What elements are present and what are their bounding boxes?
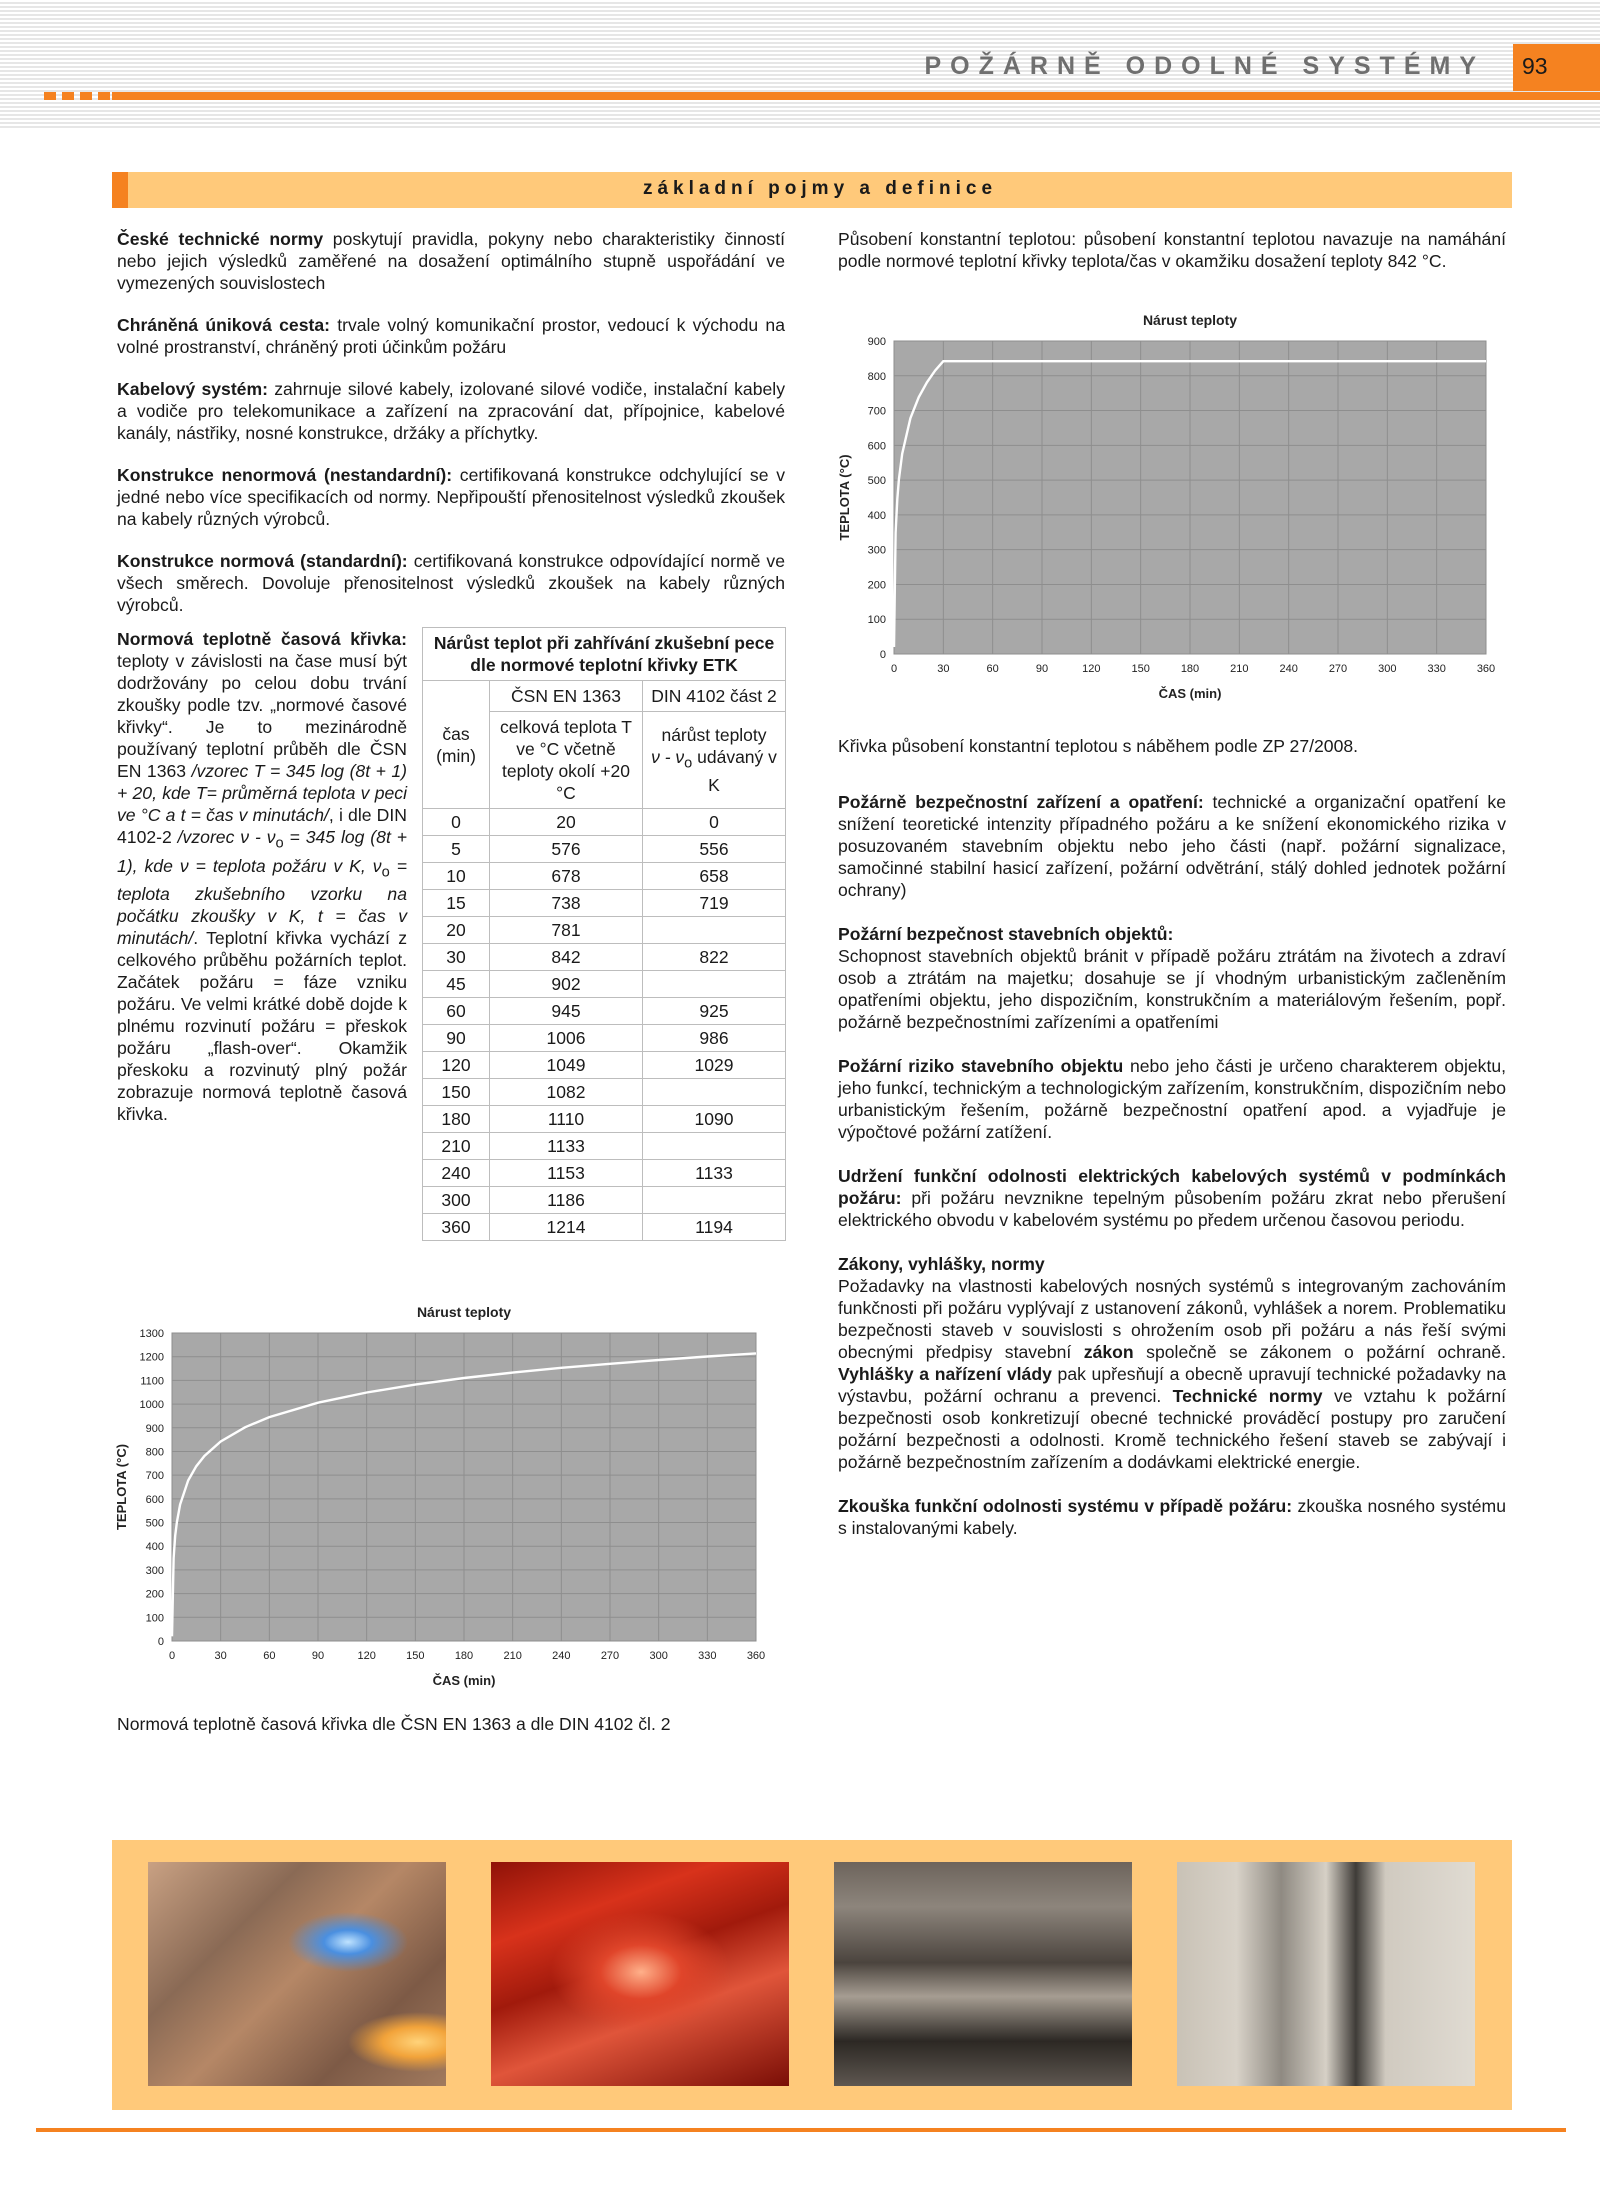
table-cell-csn: 1006 (490, 1025, 643, 1052)
definition-term: Kabelový systém: (117, 379, 268, 399)
x-tick-label: 210 (1230, 663, 1249, 675)
table-cell-csn: 20 (490, 809, 643, 836)
table-cell-csn: 738 (490, 890, 643, 917)
table-cell-din (643, 1187, 786, 1214)
table-cell-time: 150 (423, 1079, 490, 1106)
y-tick-label: 1300 (139, 1328, 164, 1340)
table-row (423, 1052, 786, 1079)
y-tick-label: 1000 (139, 1399, 164, 1412)
etk-table (422, 627, 786, 1241)
table-cell-time: 60 (423, 998, 490, 1025)
table-cell-din (643, 1133, 786, 1160)
x-tick-label: 30 (214, 1650, 227, 1662)
subheader-text: udávaný v K (692, 746, 777, 796)
header-title: POŽÁRNĚ ODOLNÉ SYSTÉMY (924, 52, 1485, 80)
definition (838, 1495, 1506, 1539)
definition (117, 550, 785, 616)
table-cell-din: 822 (643, 944, 786, 971)
y-tick-label: 700 (145, 1470, 164, 1483)
y-tick-label: 200 (145, 1588, 164, 1601)
chart-constant-curve (835, 305, 1515, 710)
header-square (98, 92, 110, 100)
y-tick-label: 500 (867, 475, 886, 488)
table-cell-csn: 576 (490, 836, 643, 863)
definition-text: trvale volný komunikační prostor, vedoucí k východu na volné prostranství, chráněný proti účinkům požáru (117, 315, 785, 357)
definition-text: Schopnost stavebních objektů bránit v případě požáru ztrátám na životech a zdraví osob a ztrátám na majetku; dosahuje se jí vhodným urbanistickým začleněním opatřeními objektu, jeho dispozičním, konstrukčním a materiálovým řešením, popř. požárně bezpečnostními zařízeními a opatřeními (838, 946, 1506, 1032)
x-tick-label: 180 (1180, 663, 1200, 675)
chart1-caption: Normová teplotně časová křivka dle ČSN EN 1363 a dle DIN 4102 čl. 2 (117, 1714, 671, 1734)
section-bar-accent (112, 172, 128, 208)
x-tick-label: 240 (1279, 663, 1298, 675)
x-axis-label: ČAS (min) (1158, 686, 1222, 701)
y-tick-label: 900 (867, 336, 886, 348)
footer-rule (36, 2128, 1566, 2132)
x-tick-label: 330 (698, 1650, 717, 1662)
definition-text: poskytují pravidla, pokyny nebo charakteristiky činností nebo jejich výsledků zaměřené na dosažení optimálního stupně uspořádání ve vymezených souvislostech (117, 229, 786, 293)
definition-term: Zákony, vyhlášky, normy (838, 1254, 1045, 1274)
table-cell-csn: 1049 (490, 1052, 643, 1079)
x-tick-label: 0 (168, 1650, 176, 1662)
table-cell-time: 180 (423, 1106, 490, 1133)
table-cell-time: 0 (423, 809, 490, 836)
definition-text: při požáru nevznikne tepelným působením požáru zkrat nebo přerušení elektrického obvodu v kabelovém systému po předem určenou časovou periodu. (838, 1188, 1506, 1230)
chart-standard-curve (112, 1295, 792, 1700)
table-subheader-din (643, 712, 786, 809)
header-square (44, 92, 56, 100)
table-cell-din: 0 (643, 809, 786, 836)
photo-burner-flames (148, 1862, 446, 2086)
y-tick-label: 300 (145, 1564, 164, 1577)
y-tick-label: 700 (867, 405, 886, 418)
definition (117, 314, 785, 358)
x-tick-label: 60 (263, 1650, 276, 1662)
table-cell-time: 15 (423, 890, 490, 917)
table-cell-csn: 1214 (490, 1214, 643, 1241)
table-row (423, 890, 786, 917)
header-square (62, 92, 74, 100)
table-cell-din: 1029 (643, 1052, 786, 1079)
x-tick-label: 360 (746, 1650, 766, 1662)
table-cell-csn: 1082 (490, 1079, 643, 1106)
table-cell-din (643, 1079, 786, 1106)
table-cell-csn: 945 (490, 998, 643, 1025)
table-row (423, 998, 786, 1025)
table-cell-csn: 1153 (490, 1160, 643, 1187)
table-body (423, 809, 786, 1241)
y-axis-label: TEPLOTA (°C) (837, 454, 852, 541)
table-cell-din: 556 (643, 836, 786, 863)
x-tick-label: 150 (406, 1650, 425, 1662)
table-cell-csn: 1110 (490, 1106, 643, 1133)
subheader-text: nárůst teploty (661, 724, 767, 745)
x-tick-label: 180 (454, 1650, 474, 1662)
definition-text: zahrnuje silové kabely, izolované silové vodiče, instalační kabely a vodiče pro telekomunikace a zařízení na zpracování dat, přípojnice, kabelové kanály, nástřiky, nosné konstrukce, držáky a příchytky. (117, 379, 785, 443)
table-row (423, 1133, 786, 1160)
definition-term: Konstrukce nenormová (nestandardní): (117, 465, 453, 485)
definition-bold: Vyhlášky a nařízení vlády (838, 1364, 1052, 1384)
etk-formula: = 345 log (8t + 1), kde ν = teplota požáru v K, ν (117, 827, 408, 876)
definition (117, 228, 785, 294)
etk-paragraph (117, 628, 407, 1125)
table-row (423, 1160, 786, 1187)
definition-text: společně se zákonem o požární ochraně. (1133, 1342, 1506, 1362)
table-row (423, 1106, 786, 1133)
y-tick-label: 100 (145, 1612, 164, 1625)
y-tick-label: 800 (867, 370, 886, 383)
table-cell-csn: 842 (490, 944, 643, 971)
y-tick-label: 0 (157, 1636, 164, 1648)
table-cell-time: 240 (423, 1160, 490, 1187)
definition (838, 923, 1506, 1033)
x-tick-label: 300 (1378, 663, 1397, 675)
page-number: 93 (1522, 53, 1548, 79)
definition (117, 378, 785, 444)
x-tick-label: 270 (1328, 663, 1348, 675)
y-axis-label: TEPLOTA (°C) (114, 1443, 129, 1531)
table-row (423, 971, 786, 998)
x-tick-label: 120 (357, 1650, 376, 1662)
definition-text: technické a organizační opatření ke snížení teoretické intenzity případného požáru a ke snížení ekonomického rizika v posuzovaném stavebním objektu nebo jeho části (např. požární signalizace, samočinné stabilní hasicí zařízení, požární odvětrání, stálý dohled jednotek požární ochrany) (838, 792, 1506, 900)
table-cell-din: 1194 (643, 1214, 786, 1241)
definition-text: nebo jeho části je určeno charakterem objektu, jeho funkcí, technickým a technologickým zařízením, konstrukčním, dispozičním nebo urbanistickým řešením, požárně bezpečnostní opatření apod. a vyjadřuje je výpočtové požární zatížení. (838, 1056, 1507, 1142)
table-row (423, 1187, 786, 1214)
etk-formula: = teplota zkušebního vzorku na počátku zkoušky v K, t = čas v minutách/ (117, 855, 407, 949)
x-tick-label: 30 (937, 663, 950, 675)
table-cell-time: 20 (423, 917, 490, 944)
chart-title: Nárust teploty (416, 1304, 512, 1320)
intro-paragraph: Působení konstantní teplotou: působení konstantní teplotou navazuje na namáhání podle normové teplotní křivky teplota/čas v okamžiku dosažení teploty 842 °C. (838, 229, 1506, 271)
y-tick-label: 0 (879, 649, 886, 661)
table-cell-csn: 678 (490, 863, 643, 890)
table-cell-time: 300 (423, 1187, 490, 1214)
definition-term: Chráněná úniková cesta: (117, 315, 330, 335)
table-row (423, 1214, 786, 1241)
x-tick-label: 90 (1035, 663, 1049, 675)
x-tick-label: 360 (1476, 663, 1496, 675)
subheader-formula: ν - ν (651, 746, 685, 767)
y-tick-label: 1200 (139, 1351, 164, 1364)
definition-term: Požárně bezpečnostní zařízení a opatření: (838, 792, 1204, 812)
definition-term: Zkouška funkční odolnosti systému v případě požáru: (838, 1496, 1293, 1516)
y-tick-label: 1100 (140, 1375, 164, 1388)
y-tick-label: 800 (145, 1446, 164, 1459)
x-tick-label: 270 (600, 1650, 620, 1662)
table-cell-time: 360 (423, 1214, 490, 1241)
etk-text: teploty v závislosti na čase musí být dodržovány po celou dobu trvání zkoušky podle tzv. „normové časové křivky“. Je to mezinárodně používaný teplotní průběh dle ČSN EN 1363 (117, 651, 407, 781)
x-tick-label: 240 (552, 1650, 571, 1662)
right-intro (838, 228, 1506, 272)
definition-term: Požární bezpečnost stavebních objektů: (838, 924, 1174, 944)
y-tick-label: 300 (867, 544, 886, 557)
x-tick-label: 0 (890, 663, 898, 675)
y-tick-label: 500 (145, 1517, 164, 1530)
x-tick-label: 60 (986, 663, 999, 675)
definition (838, 1055, 1506, 1143)
x-tick-label: 330 (1427, 663, 1446, 675)
etk-description (117, 628, 407, 1125)
definition-text: Požadavky na vlastnosti kabelových nosných systémů s integrovaným zachováním funkčnosti při požáru vyplývají z ustanovení zákonů, vyhlášek a norem. Problematiku bezpečnosti staveb v souvislosti s ohrožením osob při požáru a nás řeší svými obecnými předpisy stavební (838, 1276, 1506, 1362)
table-row (423, 836, 786, 863)
subheader-subscript: o (684, 755, 693, 772)
etk-term: Normová teplotně časová křivka: (117, 629, 407, 649)
chart2-caption: Křivka působení konstantní teplotou s náběhem podle ZP 27/2008. (838, 736, 1359, 756)
header-rule (112, 92, 1600, 100)
y-tick-label: 200 (867, 579, 886, 592)
table-cell-time: 120 (423, 1052, 490, 1079)
table-row (423, 944, 786, 971)
table-cell-time: 210 (423, 1133, 490, 1160)
x-tick-label: 300 (649, 1650, 668, 1662)
definition (117, 464, 785, 530)
table-cell-time: 5 (423, 836, 490, 863)
header-square (80, 92, 92, 100)
y-tick-label: 600 (867, 440, 886, 453)
etk-formula: /vzorec T = 345 log (8t + 1) + 20, kde T= průměrná teplota v peci ve °C a t = čas v minutách/ (117, 761, 407, 825)
table-title: Nárůst teplot při zahřívání zkušební pece dle normové teplotní křivky ETK (423, 628, 786, 681)
table-row (423, 863, 786, 890)
definition-bold: Technické normy (1172, 1386, 1323, 1406)
table-row (423, 1025, 786, 1052)
section-title: základní pojmy a definice (642, 178, 998, 199)
definition-text: certifikovaná konstrukce odpovídající normě ve všech směrech. Dovoluje přenositelnost výsledků zkoušek na kabely různých výrobců. (117, 551, 785, 615)
photo-burnt-cable-trays (834, 1862, 1132, 2086)
table-row (423, 1079, 786, 1106)
etk-text: , i dle DIN 4102-2 (117, 805, 407, 847)
y-tick-label: 400 (867, 509, 886, 522)
table-row (423, 917, 786, 944)
table-cell-time: 45 (423, 971, 490, 998)
definition (838, 1253, 1506, 1473)
etk-text: . Teplotní křivka vychází z celkového průběhu požárních teplot. Začátek požáru = fáze vzniku požáru. Ve velmi krátké době dojde k plnému rozvinutí požáru = přeskok požáru „flash-over“. Okamžik přeskoku a rozvinutý plný požár zobrazuje normová teplotně časová křivka. (117, 928, 407, 1125)
definition-term: Konstrukce normová (standardní): (117, 551, 408, 571)
definition-text: zkouška nosného systému s instalovanými kabely. (838, 1496, 1506, 1538)
definition (838, 1165, 1506, 1231)
table-header-csn: ČSN EN 1363 (490, 681, 643, 712)
table-cell-din: 1133 (643, 1160, 786, 1187)
etk-subscript: o (381, 864, 390, 881)
definition-text: pak upřesňují a obecně upravují technické požadavky na výstavbu, požární ochranu a prevenci. (838, 1364, 1506, 1406)
y-tick-label: 100 (867, 614, 886, 627)
table-cell-din: 658 (643, 863, 786, 890)
table-cell-din: 925 (643, 998, 786, 1025)
table-cell-din: 986 (643, 1025, 786, 1052)
x-tick-label: 150 (1131, 663, 1150, 675)
definition-term: Požární riziko stavebního objektu (838, 1056, 1124, 1076)
table-cell-csn: 1133 (490, 1133, 643, 1160)
definition-term: České technické normy (117, 229, 324, 249)
definition-bold: zákon (1083, 1342, 1134, 1362)
y-tick-label: 900 (145, 1422, 164, 1435)
etk-subscript: o (275, 835, 284, 852)
table-cell-csn: 1186 (490, 1187, 643, 1214)
x-tick-label: 120 (1082, 663, 1101, 675)
x-axis-label: ČAS (min) (432, 1673, 496, 1688)
x-tick-label: 210 (503, 1650, 522, 1662)
y-tick-label: 600 (145, 1493, 164, 1506)
table-header-time: čas (min) (423, 681, 490, 809)
right-definitions (838, 791, 1506, 1539)
table-cell-din (643, 917, 786, 944)
x-tick-label: 90 (311, 1650, 325, 1662)
photo-cable-supports (1177, 1862, 1475, 2086)
etk-formula: /vzorec ν - ν (177, 827, 276, 847)
table-cell-din: 1090 (643, 1106, 786, 1133)
table-header-din: DIN 4102 část 2 (643, 681, 786, 712)
photo-burning-cables (491, 1862, 789, 2086)
definition (838, 791, 1506, 901)
definition-text: ve vztahu k požární bezpečnosti osob konkretizují obecné technické prováděcí postupy pro zaručení požární bezpečnosti a odolnosti. Kromě technického řešení staveb se zabývají i požárně bezpečnostním zařízením a dodávkami elektrické energie. (838, 1386, 1507, 1472)
table-cell-time: 30 (423, 944, 490, 971)
table-row (423, 809, 786, 836)
table-cell-time: 10 (423, 863, 490, 890)
definition-term: Udržení funkční odolnosti elektrických kabelových systémů v podmínkách požáru: (838, 1166, 1506, 1208)
chart-title: Nárust teploty (1142, 312, 1238, 328)
definition-text: certifikovaná konstrukce odchylující se v jedné nebo více specifikacích od normy. Nepřipouští přenositelnost výsledků zkoušek na kabely různých výrobců. (117, 465, 785, 529)
left-definitions (117, 228, 785, 616)
table-subheader-csn: celková teplota T ve °C včetně teploty okolí +20 °C (490, 712, 643, 809)
table-cell-din (643, 971, 786, 998)
table-cell-time: 90 (423, 1025, 490, 1052)
y-tick-label: 400 (145, 1541, 164, 1554)
table-cell-din: 719 (643, 890, 786, 917)
table-cell-csn: 781 (490, 917, 643, 944)
table-cell-csn: 902 (490, 971, 643, 998)
